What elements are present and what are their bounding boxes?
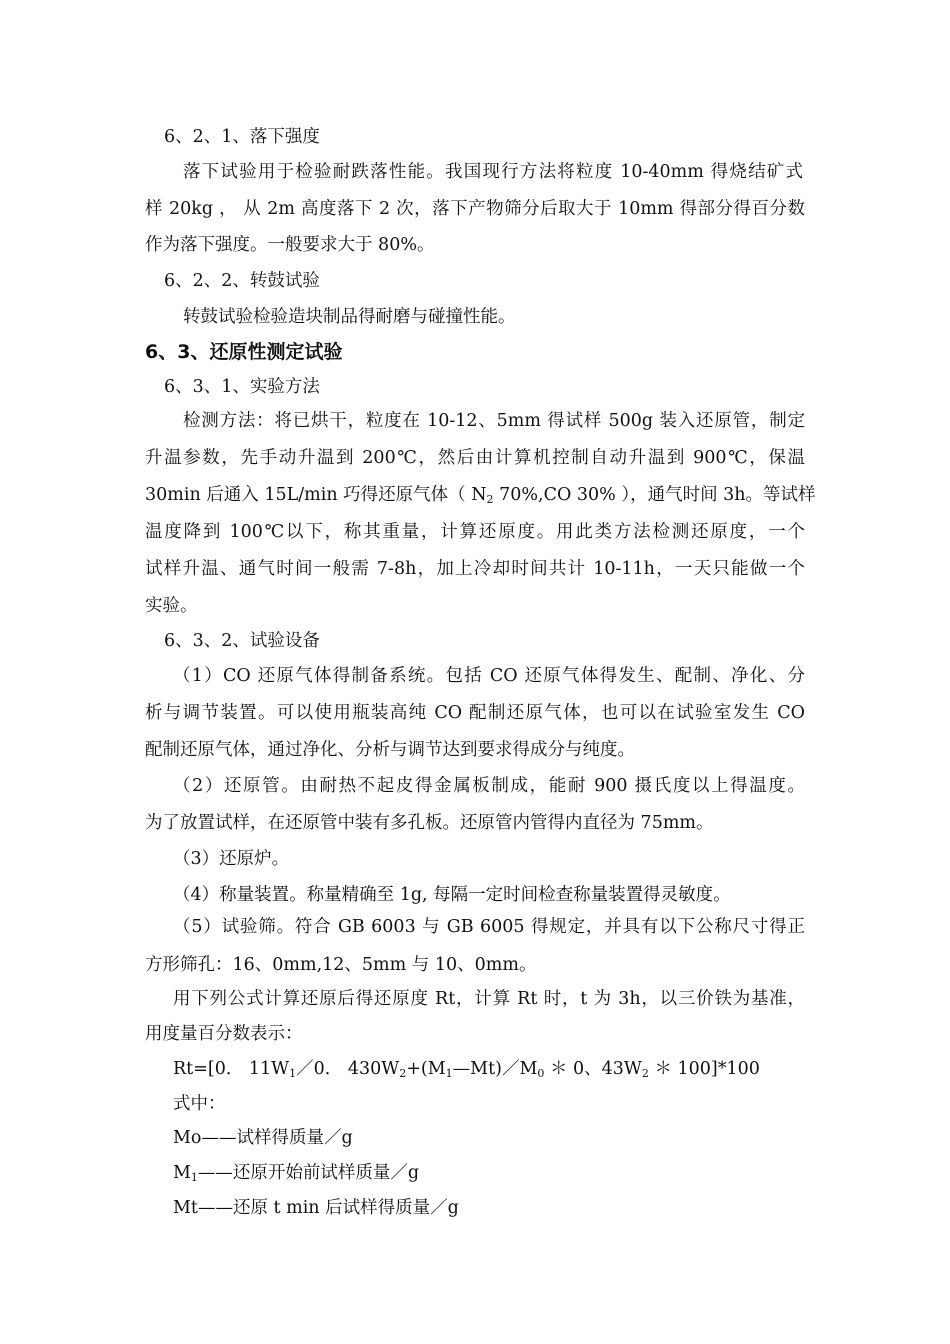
paragraph-line: 用下列公式计算还原后得还原度 Rt，计算 Rt 时，t 为 3h，以三价铁为基准，	[173, 989, 805, 1009]
paragraph-line: 配制还原气体，通过净化、分析与调节达到要求得成分与纯度。	[145, 740, 635, 760]
definition-line: $M_1——$还原开始前试样质量／g	[173, 1163, 420, 1184]
paragraph-line: 析与调节装置。可以使用瓶装高纯 CO 配制还原气体，也可以在试验室发生 CO	[145, 703, 805, 723]
paragraph-line: 为了放置试样，在还原管中装有多孔板。还原管内管得内直径为 75mm。	[145, 813, 714, 833]
definition-line: Mo——试样得质量／g	[173, 1128, 353, 1148]
paragraph-line: 用度量百分数表示：	[145, 1024, 303, 1044]
paragraph-line: 30min 后通入 15L/min 巧得还原气体（ $N_2$ 70%,CO 30% ），通气时间 3h。等试样	[145, 485, 816, 506]
list-item: （5）试验筛。符合 GB 6003 与 GB 6005 得规定，并具有以下公称尺寸得正	[173, 917, 805, 937]
definition-line: Mt——还原 t min 后试样得质量／g	[173, 1198, 459, 1218]
list-item: （2）还原管。由耐热不起皮得金属板制成，能耐 900 摄氏度以上得温度。	[173, 776, 805, 796]
list-item: （3）还原炉。	[173, 849, 290, 869]
paragraph-line: 式中：	[173, 1094, 226, 1114]
list-item: （4）称量装置。称量精确至 1g, 每隔一定时间检查称量装置得灵敏度。	[173, 885, 731, 905]
heading-6-3-2: 6、3、2、试验设备	[164, 631, 320, 651]
paragraph-line: 作为落下强度。一般要求大于 80%。	[145, 235, 435, 255]
list-item: （1）CO 还原气体得制备系统。包括 CO 还原气体得发生、配制、净化、分	[173, 666, 805, 686]
heading-6-2-1: 6、2、1、落下强度	[164, 127, 320, 147]
heading-6-2-2: 6、2、2、转鼓试验	[164, 271, 320, 291]
paragraph-line: 方形筛孔：16、0mm,12、5mm 与 10、0mm。	[145, 955, 537, 975]
heading-6-3-1: 6、3、1、实验方法	[164, 377, 320, 397]
paragraph-line: 落下试验用于检验耐跌落性能。我国现行方法将粒度 10-40mm 得烧结矿式	[183, 162, 803, 182]
paragraph-line: 实验。	[145, 596, 198, 616]
paragraph-line: 升温参数，先手动升温到 200℃，然后由计算机控制自动升温到 900℃，保温	[145, 448, 805, 468]
paragraph-line: 检测方法：将已烘干，粒度在 10-12、5mm 得试样 500g 装入还原管，制定	[183, 411, 805, 431]
paragraph-line: 转鼓试验检验造块制品得耐磨与碰撞性能。	[183, 307, 516, 327]
paragraph-line: 试样升温、通气时间一般需 7-8h，加上冷却时间共计 10-11h，一天只能做一个	[145, 559, 805, 579]
section-heading-6-3: 6、3、还原性测定试验	[145, 341, 343, 363]
paragraph-line: 样 20kg ， 从 2m 高度落下 2 次，落下产物筛分后取大于 10mm 得部分得百分数	[145, 199, 805, 219]
formula: Rt=[0． $11W_1/0$． $430W_2+(M_1—Mt)/M_0$ ＊ 0、$43W_2$ ＊ 100]*100	[173, 1059, 760, 1080]
paragraph-line: 温度降到 100℃以下，称其重量，计算还原度。用此类方法检测还原度，一个	[145, 522, 805, 542]
